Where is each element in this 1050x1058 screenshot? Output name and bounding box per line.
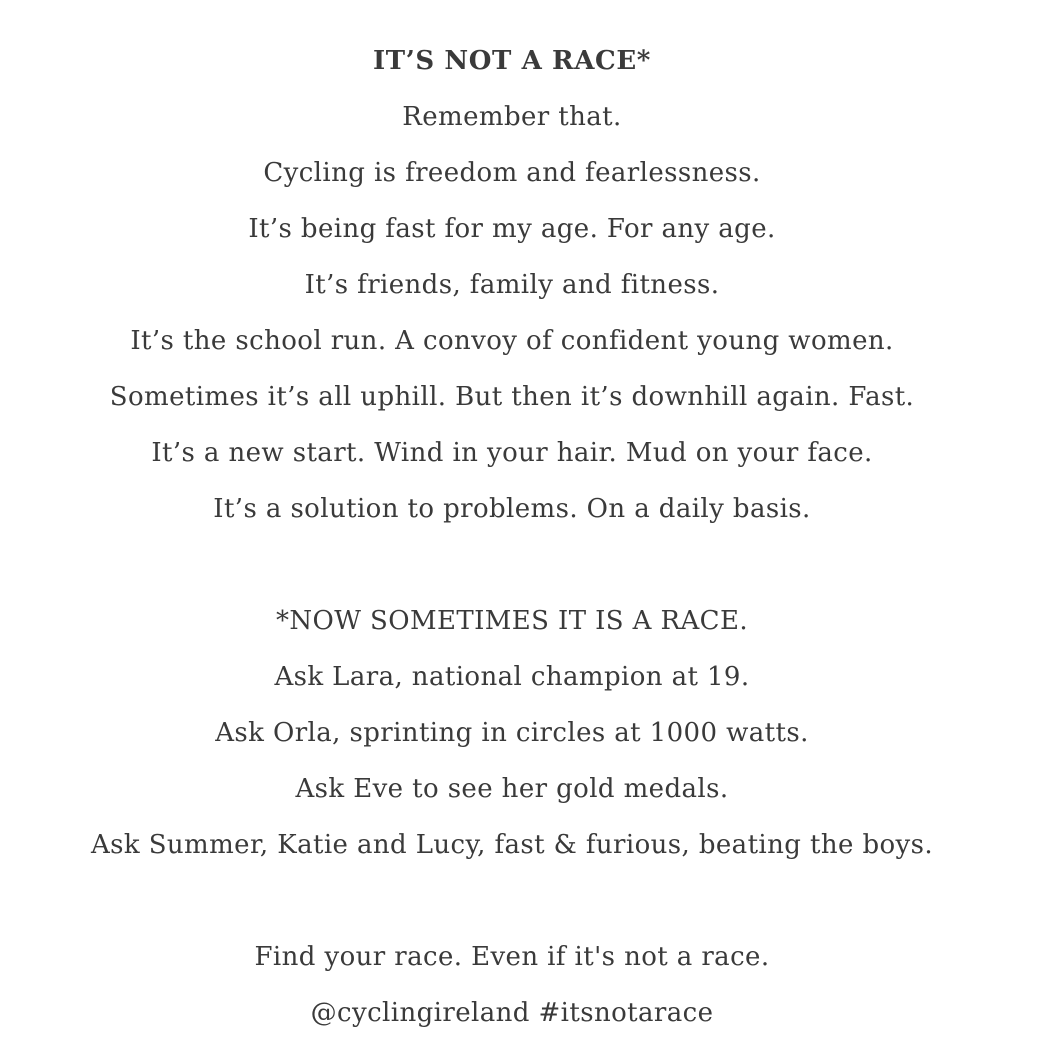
poem-line-closing: Find your race. Even if it's not a race. (254, 942, 770, 972)
poem-line: It’s the school run. A convoy of confident young women. (130, 326, 894, 356)
poem-line: Sometimes it’s all uphill. But then it’s downhill again. Fast. (109, 382, 915, 412)
poem-line: Cycling is freedom and fearlessness. (263, 158, 761, 188)
poem-line: It’s a solution to problems. On a daily basis. (213, 494, 811, 524)
hashtag-line: @cyclingireland #itsnotarace (310, 998, 714, 1028)
poem-line: Ask Orla, sprinting in circles at 1000 watts. (215, 718, 809, 748)
poem-line: Ask Summer, Katie and Lucy, fast & furious, beating the boys. (90, 830, 934, 860)
poem-line: It’s friends, family and fitness. (304, 270, 720, 300)
poem-line: It’s being fast for my age. For any age. (248, 214, 776, 244)
poem-line: Remember that. (402, 102, 622, 132)
poem-line-subheading: *NOW SOMETIMES IT IS A RACE. (275, 606, 749, 636)
stanza-break (0, 880, 1024, 936)
poem-line: Ask Lara, national champion at 19. (274, 662, 750, 692)
poem-line: Ask Eve to see her gold medals. (295, 774, 729, 804)
stanza-break (0, 544, 1024, 600)
poem-title: IT’S NOT A RACE* (373, 46, 651, 76)
poem-line: It’s a new start. Wind in your hair. Mud on your face. (151, 438, 873, 468)
